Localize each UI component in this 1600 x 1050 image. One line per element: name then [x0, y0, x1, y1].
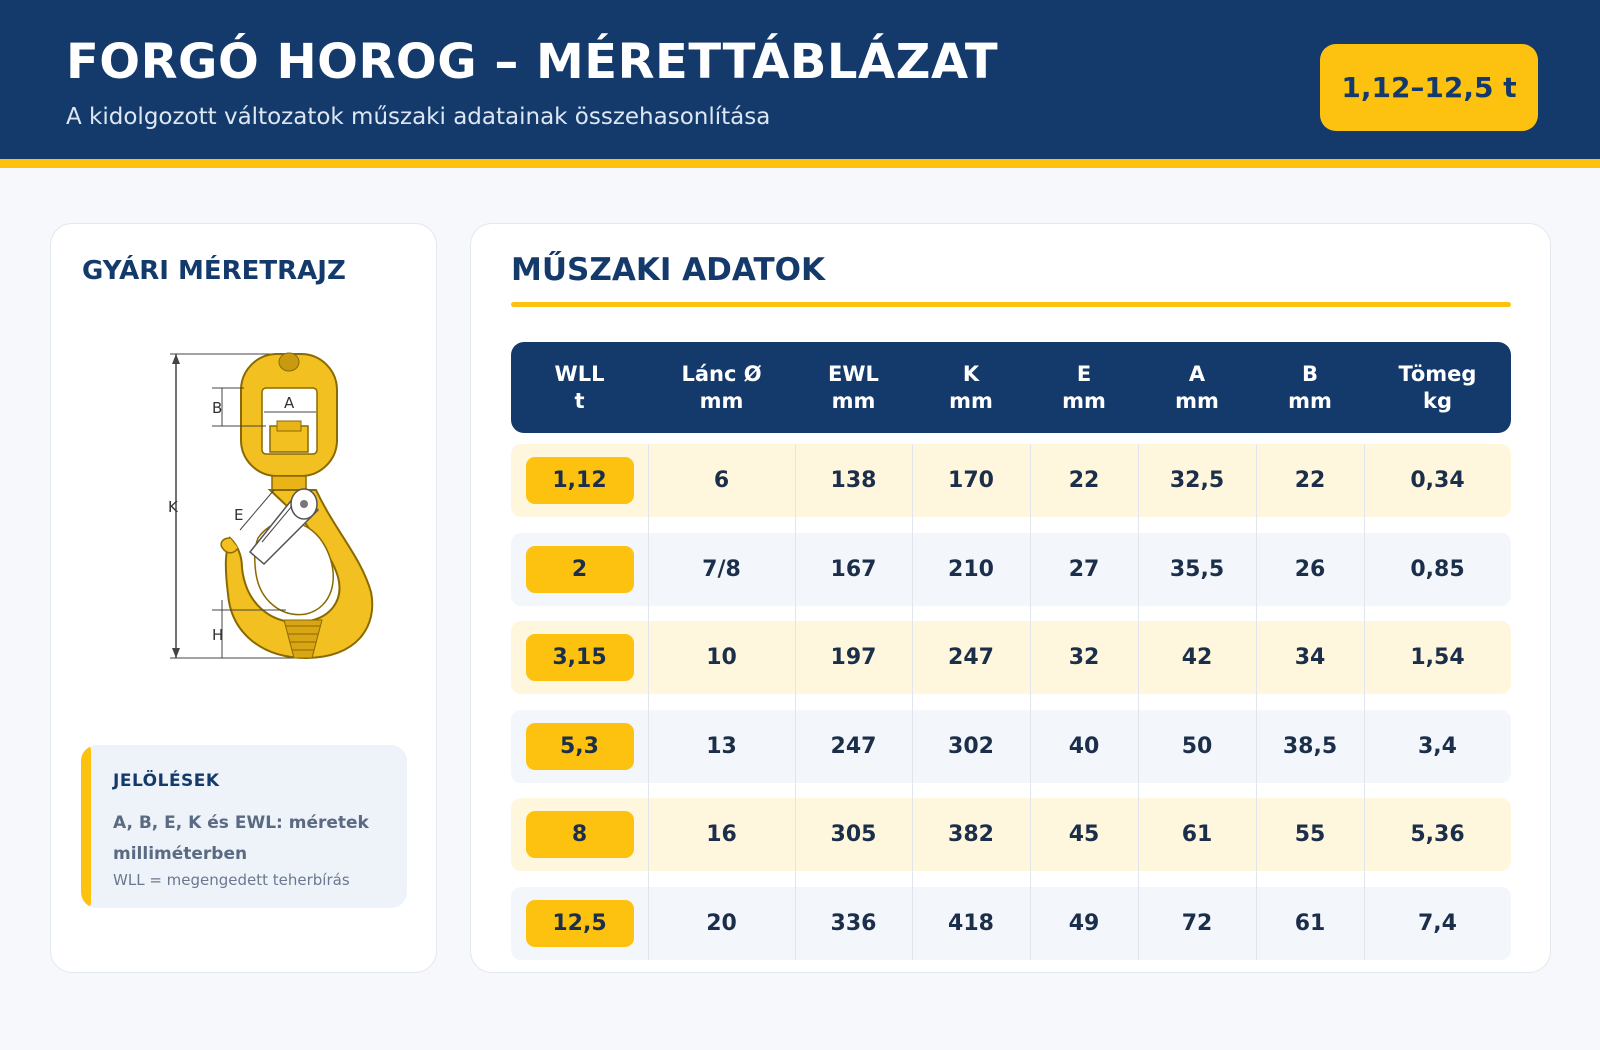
legend-box — [81, 745, 407, 908]
column-header-unit: mm — [1288, 388, 1332, 413]
column-header — [795, 342, 912, 433]
wll-badge: 2 — [526, 546, 634, 593]
table-row — [511, 710, 1511, 783]
drawing-panel — [50, 223, 437, 973]
table-cell: 32,5 — [1169, 468, 1225, 493]
technical-data-title: MŰSZAKI ADATOK — [511, 252, 825, 288]
column-separator — [912, 444, 913, 960]
table-cell: 1,54 — [1410, 645, 1465, 670]
table-cell: 0,85 — [1410, 556, 1465, 582]
column-header — [912, 342, 1030, 433]
column-separator — [1138, 444, 1139, 960]
table-cell: 197 — [830, 645, 877, 670]
table-row — [511, 533, 1511, 606]
table-cell: 61 — [1294, 910, 1326, 936]
column-separator — [648, 444, 649, 960]
wll-badge: 12,5 — [526, 900, 634, 947]
legend-dimensions-note: A, B, E, K és EWL: méretek milliméterben — [113, 813, 369, 864]
column-separator — [1030, 444, 1031, 960]
table-cell: 35,5 — [1169, 556, 1225, 582]
column-header-name: Lánc Ø — [681, 361, 762, 386]
column-header — [1138, 342, 1256, 433]
table-cell: 305 — [830, 822, 877, 847]
wll-badge: 5,3 — [526, 723, 634, 770]
table-row — [511, 887, 1511, 960]
dim-label-b: B — [212, 399, 223, 417]
table-cell: 42 — [1181, 645, 1213, 670]
table-cell: 34 — [1294, 645, 1326, 670]
column-header-name: Tömeg — [1398, 361, 1477, 386]
column-header-unit: mm — [831, 388, 876, 413]
column-header-name: K — [962, 361, 980, 386]
column-header — [1030, 342, 1138, 433]
page-header — [0, 0, 1600, 168]
table-cell: 7,4 — [1418, 910, 1457, 936]
column-header-name: EWL — [828, 361, 879, 386]
swivel-hook-drawing — [166, 342, 396, 672]
wll-cell — [511, 533, 648, 606]
table-cell: 22 — [1068, 468, 1100, 493]
technical-data-panel — [470, 223, 1551, 973]
table-cell: 6 — [713, 468, 730, 493]
table-row — [511, 798, 1511, 871]
table-cell: 7/8 — [702, 556, 741, 582]
table-cell: 5,36 — [1410, 822, 1465, 847]
table-cell: 45 — [1068, 822, 1100, 847]
column-header-unit: mm — [1062, 388, 1106, 413]
capacity-range-badge: 1,12–12,5 t — [1320, 44, 1538, 131]
table-cell: 27 — [1068, 556, 1100, 582]
column-separator — [1364, 444, 1365, 960]
table-cell: 302 — [948, 733, 994, 759]
table-cell: 72 — [1181, 910, 1213, 936]
title-underline — [511, 302, 1511, 307]
wll-cell — [511, 621, 648, 694]
column-header — [648, 342, 795, 433]
wll-badge: 3,15 — [526, 634, 634, 681]
table-cell: 138 — [830, 468, 877, 493]
column-header-name: B — [1301, 361, 1318, 386]
drawing-panel-title: GYÁRI MÉRETRAJZ — [82, 256, 346, 286]
column-header-name: WLL — [554, 361, 605, 386]
table-cell: 50 — [1181, 733, 1213, 759]
column-header-name: A — [1188, 361, 1206, 386]
table-cell: 55 — [1294, 822, 1326, 847]
wll-cell — [511, 710, 648, 783]
table-cell: 336 — [830, 910, 877, 936]
table-cell: 61 — [1181, 822, 1213, 847]
column-header-unit: kg — [1423, 388, 1452, 413]
table-cell: 210 — [948, 556, 994, 582]
table-cell: 167 — [830, 556, 877, 582]
wll-cell — [511, 887, 648, 960]
table-row — [511, 621, 1511, 694]
column-header-unit: t — [574, 388, 585, 413]
table-cell: 247 — [830, 733, 877, 759]
table-header — [511, 342, 1511, 433]
wll-cell — [511, 444, 648, 517]
table-row — [511, 444, 1511, 517]
table-cell: 20 — [706, 910, 737, 936]
table-cell: 247 — [948, 645, 994, 670]
table-cell: 32 — [1068, 645, 1100, 670]
table-cell: 10 — [706, 645, 737, 670]
legend-title: JELÖLÉSEK — [113, 771, 220, 791]
column-header-unit: mm — [699, 388, 744, 413]
table-cell: 418 — [948, 910, 994, 936]
page-title: FORGÓ HOROG – MÉRETTÁBLÁZAT — [66, 34, 999, 90]
column-header-unit: mm — [949, 388, 993, 413]
table-cell: 382 — [948, 822, 994, 847]
table-cell: 40 — [1068, 733, 1100, 759]
dim-label-a: A — [284, 394, 295, 412]
table-cell: 38,5 — [1282, 733, 1338, 759]
table-cell: 22 — [1294, 468, 1326, 493]
table-cell: 26 — [1294, 556, 1326, 582]
legend-accent-bar — [81, 745, 91, 908]
table-cell: 49 — [1068, 910, 1100, 936]
wll-cell — [511, 798, 648, 871]
wll-badge: 1,12 — [526, 457, 634, 504]
column-header — [1364, 342, 1511, 433]
table-cell: 16 — [706, 822, 737, 847]
table-cell: 170 — [948, 468, 994, 493]
dim-label-e: E — [234, 506, 244, 524]
legend-wll-note: WLL = megengedett teherbírás — [113, 871, 350, 889]
table-cell: 3,4 — [1418, 733, 1457, 759]
wll-badge: 8 — [526, 811, 634, 858]
column-header-unit: mm — [1175, 388, 1219, 413]
column-header — [511, 342, 648, 433]
dim-label-h: H — [212, 626, 224, 644]
table-cell: 13 — [706, 733, 737, 759]
dim-label-k: K — [168, 498, 178, 516]
column-header — [1256, 342, 1364, 433]
column-separator — [1256, 444, 1257, 960]
column-separator — [795, 444, 796, 960]
page-subtitle: A kidolgozott változatok műszaki adatainak összehasonlítása — [66, 104, 771, 130]
table-cell: 0,34 — [1410, 468, 1465, 493]
column-header-name: E — [1076, 361, 1092, 386]
